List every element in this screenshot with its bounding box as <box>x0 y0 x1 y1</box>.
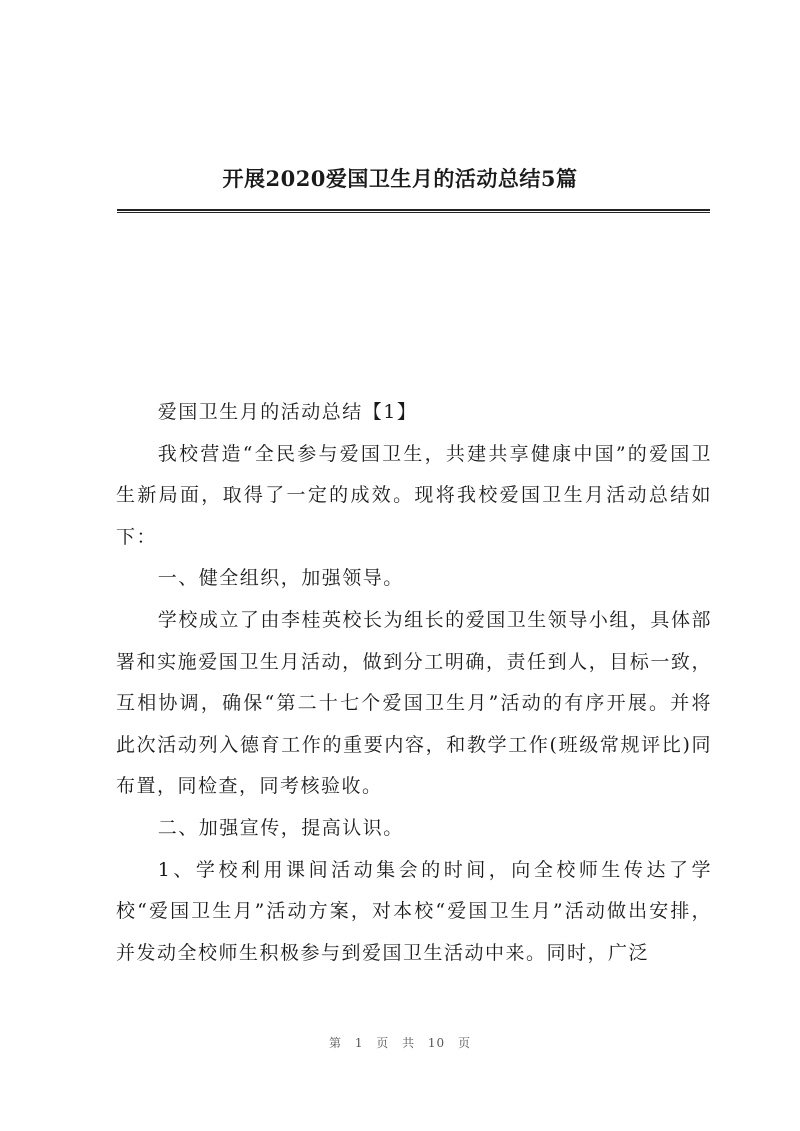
page-footer: 第 1 页 共 10 页 <box>329 1036 471 1050</box>
body-paragraph: 1、学校利用课间活动集会的时间，向全校师生传达了学校“爱国卫生月”活动方案，对本校“爱国卫生月”活动做出安排，并发动全校师生积极参与到爱国卫生活动中来。同时，广泛 <box>116 858 712 964</box>
body-paragraph: 学校成立了由李桂英校长为组长的爱国卫生领导小组，具体部署和实施爱国卫生月活动，做到分工明确，责任到人，目标一致，互相协调，确保“第二十七个爱国卫生月”活动的有序开展。并将此次活动列入德育工作的重要内容，和教学工作(班级常规评比)同布置，同检查，同考核验收。 <box>116 608 712 798</box>
title-divider <box>117 209 710 213</box>
page-title: 开展2020爱国卫生月的活动总结5篇 <box>222 166 578 191</box>
section-heading-2: 一、健全组织，加强领导。 <box>157 567 404 590</box>
body-paragraph: 我校营造“全民参与爱国卫生，共建共享健康中国”的爱国卫生新局面，取得了一定的成效。现将我校爱国卫生月活动总结如下： <box>116 442 712 548</box>
section-heading-1: 爱国卫生月的活动总结【1】 <box>157 401 418 423</box>
section-heading-3: 二、加强宣传，提高认识。 <box>157 816 404 839</box>
document-body <box>116 392 712 974</box>
